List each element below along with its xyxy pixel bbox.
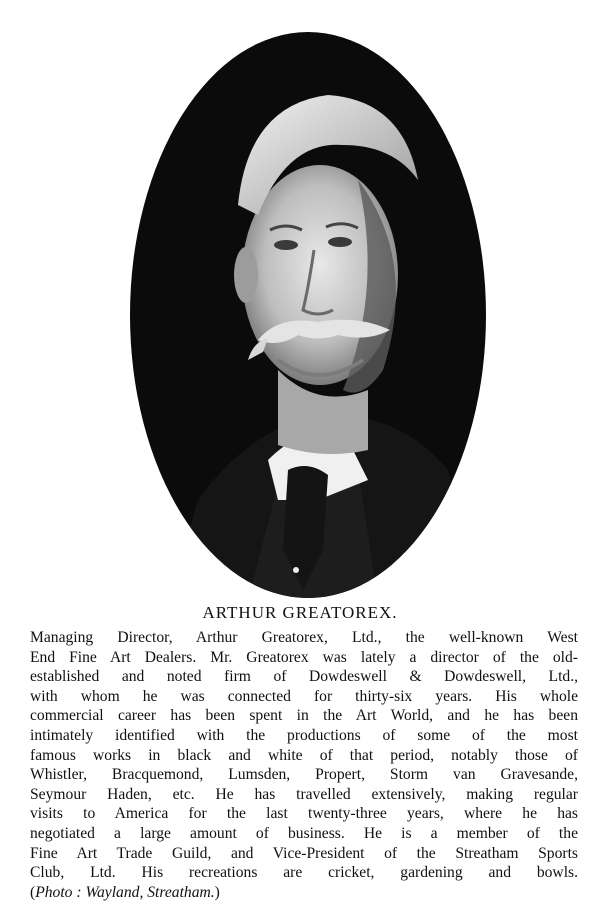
- bio-line: commercial career has been spent in the Art World, and he has been: [30, 707, 578, 725]
- bio-line: intimately identified with the productions of some of the most: [30, 726, 578, 744]
- credit-open: (: [30, 883, 36, 901]
- bio-line: established and noted firm of Dowdeswell & Dowdeswell, Ltd.,: [30, 668, 578, 686]
- credit-close: ): [214, 883, 220, 901]
- bio-line: End Fine Art Dealers. Mr. Greatorex was lately a director of the old-: [30, 648, 578, 666]
- bio-line: famous works in black and white of that period, notably those of: [30, 746, 578, 764]
- credit-label: Photo : Wayland, Streatham.: [35, 883, 215, 901]
- portrait-title: ARTHUR GREATOREX.: [202, 603, 398, 622]
- bio-line: Club, Ltd. His recreations are cricket, gardening and bowls.: [30, 864, 578, 882]
- bio-line: negotiated a large amount of business. He is a member of the: [30, 824, 578, 842]
- bio-line: Fine Art Trade Guild, and Vice-President of the Streatham Sports: [30, 844, 578, 862]
- biography-text: [30, 628, 578, 902]
- bio-line: Seymour Haden, etc. He has travelled extensively, making regular: [30, 785, 578, 803]
- bio-line: visits to America for the last twenty-three years, where he has: [30, 805, 578, 823]
- bio-line: Managing Director, Arthur Greatorex, Ltd., the well-known West: [30, 629, 578, 646]
- bio-line: with whom he was connected for thirty-six years. His whole: [30, 687, 578, 705]
- photo-credit: [30, 883, 578, 903]
- portrait-photo: [128, 30, 488, 600]
- bio-line: Whistler, Bracquemond, Lumsden, Propert, Storm van Gravesande,: [30, 766, 578, 784]
